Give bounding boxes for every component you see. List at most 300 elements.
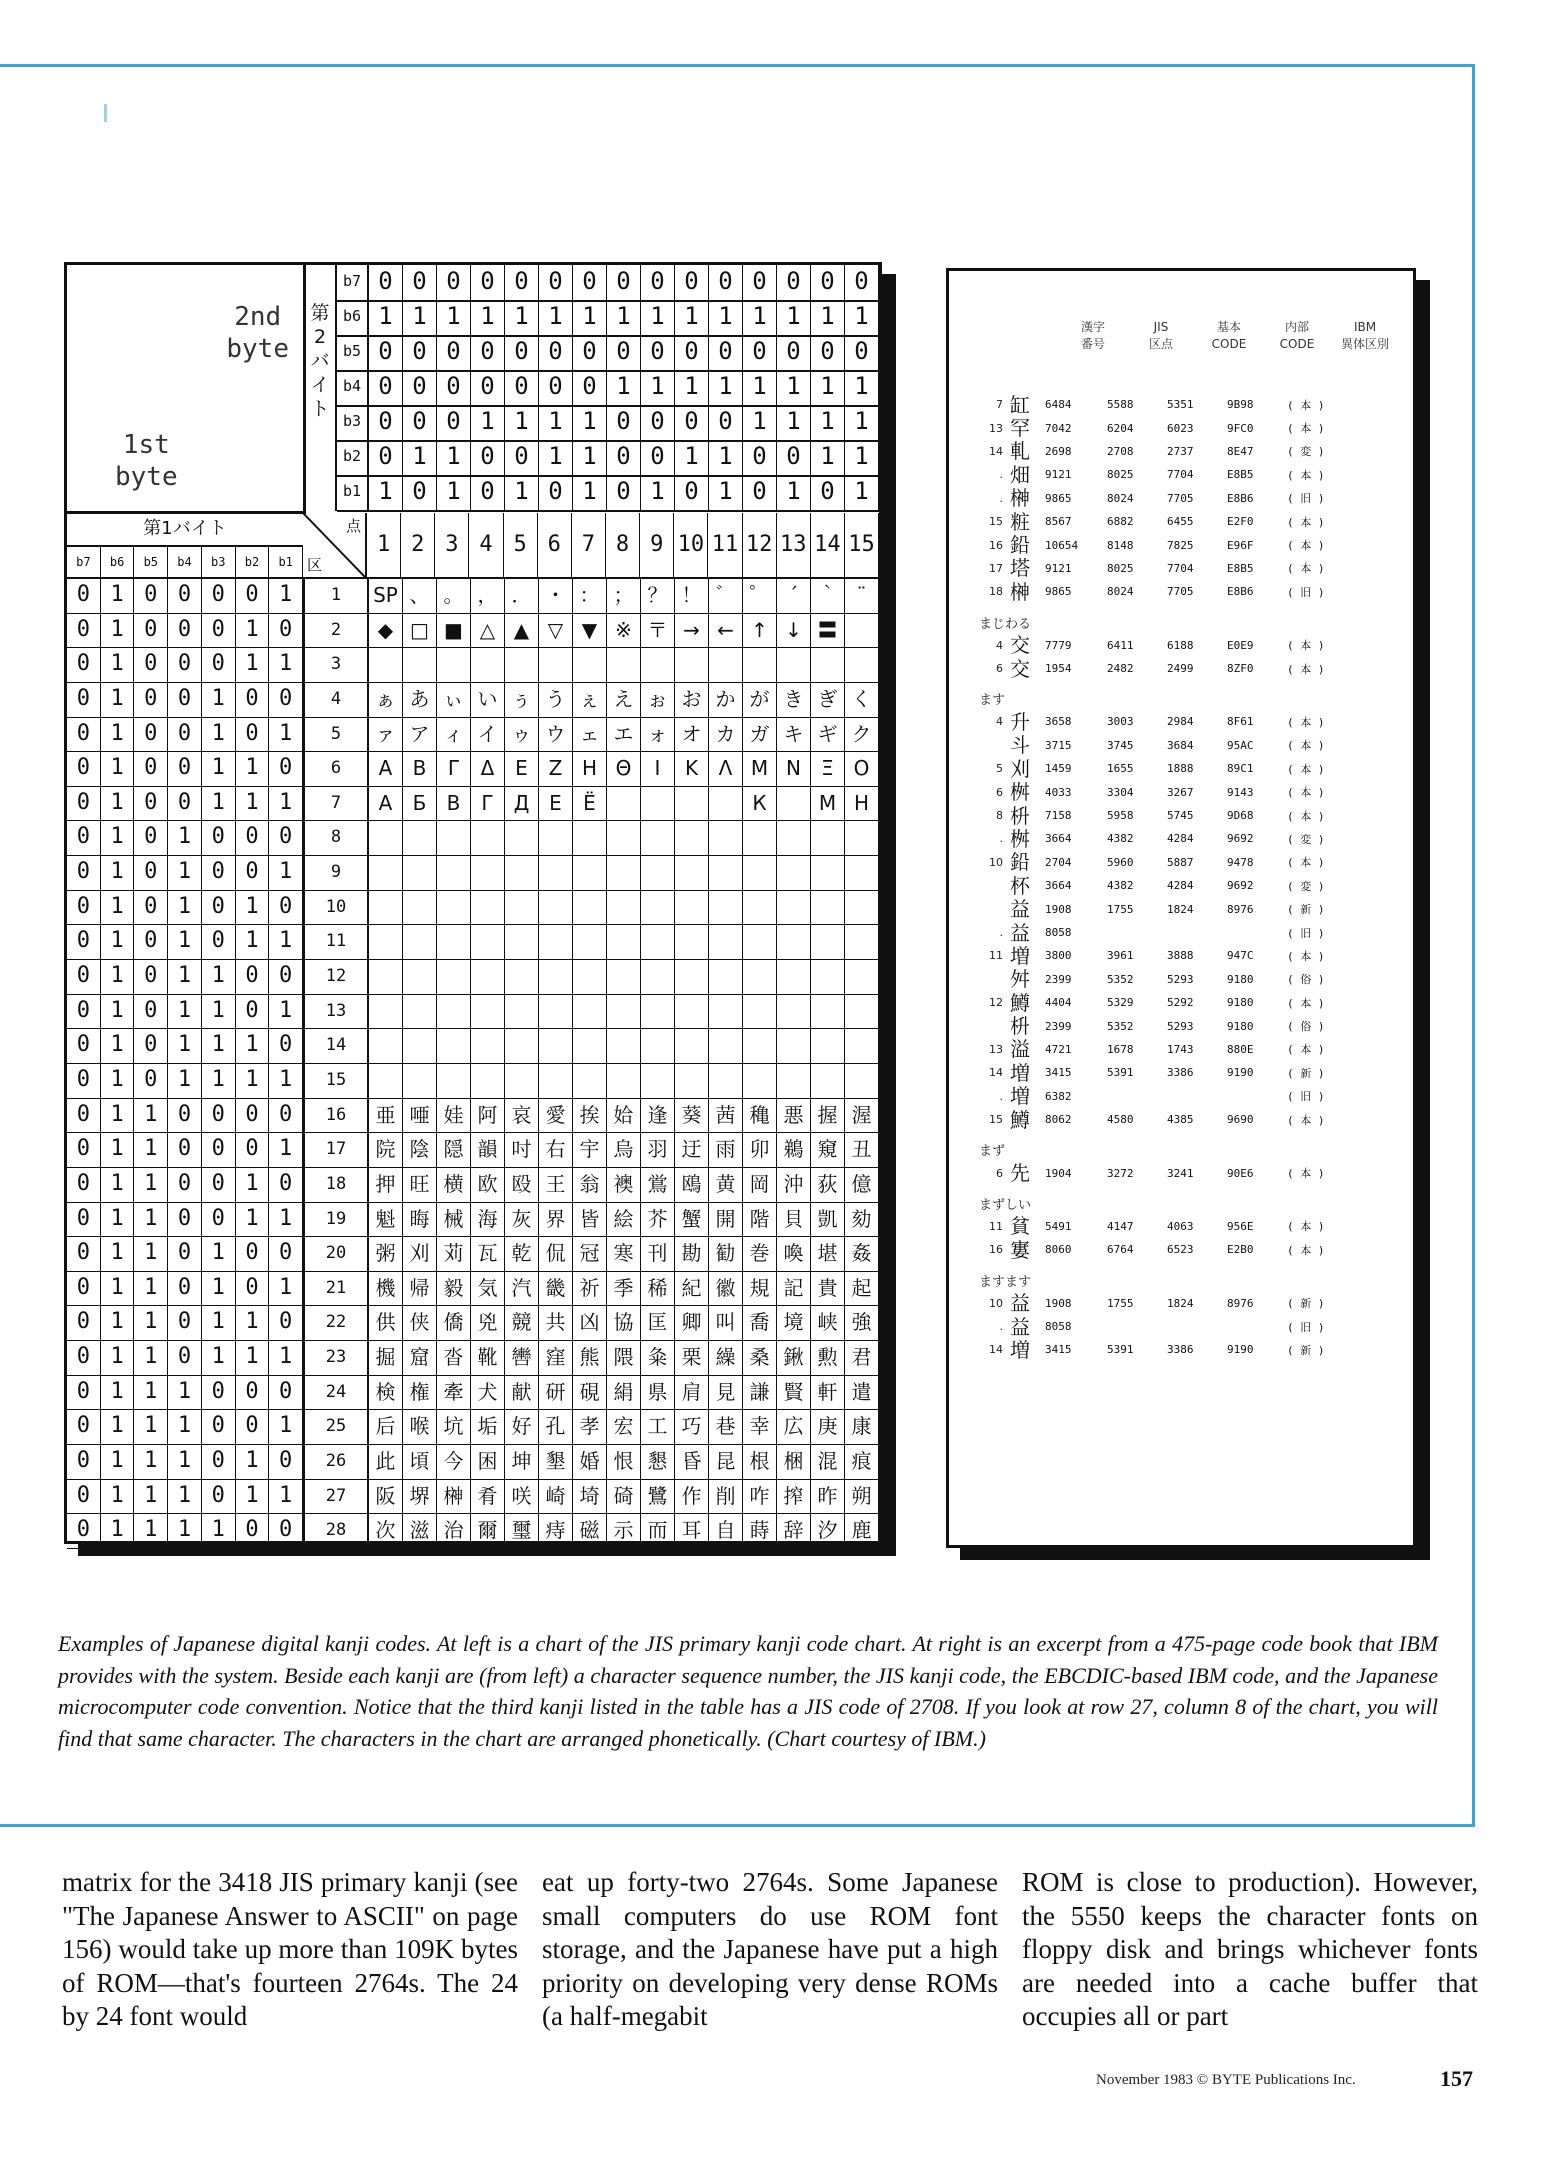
- chart-cell: [675, 821, 709, 855]
- chart-cell: [573, 1064, 607, 1098]
- bit-value: 0: [573, 265, 607, 300]
- row-bits: [67, 614, 305, 648]
- kanji: 交: [1010, 633, 1030, 658]
- bit-value: 0: [269, 683, 303, 717]
- column-number: 15: [845, 513, 879, 577]
- bit-value: 0: [811, 335, 845, 370]
- bit-value: 0: [236, 821, 270, 855]
- bit-label: b5: [134, 547, 168, 577]
- chart-cell: ぃ: [437, 683, 471, 717]
- second-byte-vertical-label: [305, 265, 337, 511]
- chart-cell: 鹿: [845, 1514, 879, 1548]
- stroke-count: 6: [996, 785, 1003, 799]
- figure-caption: Examples of Japanese digital kanji codes. At left is a chart of the JIS primary kanji code chart. At right is an excerpt from a 475-page code book that IBM provides with the system. Beside each kanji are (from left) a character sequence number, the JIS kanji code, the EBCDIC-based IBM code, and the Japanese microcomputer code convention. Notice that the third kanji listed in the table has a JIS code of 2708. If you look at row 27, column 8 of the chart, you will find that same character. The characters in the chart are arranged phonetically. (Chart courtesy of IBM.): [58, 1631, 1438, 1751]
- chart-cell: キ: [777, 718, 811, 752]
- bit-value: 1: [168, 1514, 202, 1548]
- chart-cell: 轡: [505, 1341, 539, 1375]
- chart-cell: ア: [403, 718, 437, 752]
- chart-cell: 季: [607, 1272, 641, 1306]
- column-number: 5: [504, 513, 538, 577]
- bit-value: 0: [403, 370, 437, 405]
- chart-cell: 隈: [607, 1341, 641, 1375]
- row-bits: [67, 995, 305, 1029]
- ku-number: 2: [305, 614, 369, 648]
- bit-value: 1: [471, 300, 505, 335]
- bit-value: 0: [709, 265, 743, 300]
- ibm-code: 7704: [1167, 468, 1194, 482]
- bit-value: 0: [134, 579, 168, 613]
- group-reading: ます: [979, 693, 1006, 709]
- bit-value: 0: [67, 1203, 101, 1237]
- stroke-count: 18: [989, 585, 1003, 599]
- chart-cell: 刊: [641, 1237, 675, 1271]
- bit-value: 0: [134, 1029, 168, 1063]
- variant-note: ( 本 ): [1287, 1243, 1325, 1257]
- sequence-number: 9121: [1045, 468, 1072, 482]
- chart-cell: [777, 856, 811, 890]
- ku-number: 15: [305, 1064, 369, 1098]
- ibm-code: 7704: [1167, 561, 1194, 575]
- chart-cell: 咲: [505, 1480, 539, 1514]
- column-number-header: [367, 513, 879, 579]
- bit-value: 0: [67, 1480, 101, 1514]
- bit-value: 1: [236, 925, 270, 959]
- group-reading: まじわる: [979, 616, 1032, 632]
- bit-value: 0: [269, 1514, 303, 1548]
- variant-note: ( 本 ): [1287, 786, 1325, 800]
- stroke-count: 8: [996, 809, 1003, 823]
- bit-value: 1: [675, 300, 709, 335]
- chart-cell: 窟: [403, 1341, 437, 1375]
- variant-note: ( 本 ): [1287, 996, 1325, 1010]
- chart-cell: 鵜: [777, 1133, 811, 1167]
- code-book-entry: [973, 580, 1403, 603]
- margin-mark: [104, 104, 107, 122]
- bit-value: 1: [101, 1133, 135, 1167]
- second-byte-bit-row: [337, 405, 879, 442]
- ibm-code: 4284: [1167, 832, 1194, 846]
- bit-value: 1: [236, 752, 270, 786]
- ku-ten-diagonal-header: [303, 513, 367, 579]
- code-book-body: [973, 393, 1403, 1374]
- code-book-column-header: 基本 CODE: [1211, 320, 1247, 351]
- bit-value: 0: [641, 405, 675, 440]
- bit-value: 0: [134, 1064, 168, 1098]
- bit-value: 1: [202, 683, 236, 717]
- code-book-entry: [973, 1061, 1403, 1084]
- code-book-group: [973, 1143, 1403, 1184]
- bit-value: 0: [202, 1445, 236, 1479]
- ibm-code: 3386: [1167, 1066, 1194, 1080]
- bit-value: 1: [134, 1514, 168, 1548]
- bit-value: 0: [134, 683, 168, 717]
- bit-value: 0: [67, 1064, 101, 1098]
- bit-value: 1: [777, 300, 811, 335]
- code-book-entry: [973, 1292, 1403, 1315]
- chart-cell: [539, 891, 573, 925]
- row-cells: [369, 1099, 879, 1133]
- bit-value: 1: [709, 370, 743, 405]
- ku-number: 14: [305, 1029, 369, 1063]
- chart-cell: ▲: [505, 614, 539, 648]
- chart-cell: [607, 995, 641, 1029]
- code-book-entry: [973, 1215, 1403, 1238]
- chart-cell: 、: [403, 579, 437, 613]
- bit-value: 0: [168, 683, 202, 717]
- chart-row: [67, 1514, 879, 1549]
- row-cells: [369, 1376, 879, 1410]
- bit-value: 0: [202, 1133, 236, 1167]
- chart-cell: 研: [539, 1376, 573, 1410]
- bit-value: 1: [675, 440, 709, 475]
- chart-cell: 唖: [403, 1099, 437, 1133]
- chart-cell: [471, 995, 505, 1029]
- bit-value: 0: [505, 265, 539, 300]
- chart-cell: [777, 925, 811, 959]
- chart-cell: [505, 1064, 539, 1098]
- bit-value: 1: [202, 1514, 236, 1548]
- bit-value: 0: [269, 960, 303, 994]
- chart-cell: 巻: [743, 1237, 777, 1271]
- bit-value: 0: [641, 265, 675, 300]
- bit-value: 1: [168, 1029, 202, 1063]
- bit-value: 1: [845, 405, 879, 440]
- bit-value: 0: [168, 1133, 202, 1167]
- row-bits: [67, 752, 305, 786]
- row-bits: [67, 960, 305, 994]
- chart-cell: [471, 821, 505, 855]
- bit-value: 0: [743, 440, 777, 475]
- sequence-number: 1954: [1045, 662, 1072, 676]
- micro-code: 9180: [1227, 1019, 1254, 1033]
- variant-note: ( 旧 ): [1287, 585, 1325, 599]
- stroke-count: 6: [996, 662, 1003, 676]
- chart-cell: [471, 1029, 505, 1063]
- bit-value: 0: [269, 1237, 303, 1271]
- chart-cell: [675, 960, 709, 994]
- jis-code: 4382: [1107, 832, 1134, 846]
- chart-rows: [67, 579, 879, 1549]
- kanji: 益: [1010, 920, 1030, 945]
- bit-value: 1: [101, 1203, 135, 1237]
- variant-note: ( 本 ): [1287, 809, 1325, 823]
- row-cells: [369, 1341, 879, 1375]
- sequence-number: 1459: [1045, 762, 1072, 776]
- chart-cell: 峡: [811, 1306, 845, 1340]
- sequence-number: 1904: [1045, 1166, 1072, 1180]
- chart-cell: 次: [369, 1514, 403, 1548]
- micro-code: 9190: [1227, 1066, 1254, 1080]
- column-number: 10: [674, 513, 708, 577]
- chart-cell: 頃: [403, 1445, 437, 1479]
- chart-row: [67, 1410, 879, 1445]
- bit-value: 0: [437, 370, 471, 405]
- chart-cell: [369, 1064, 403, 1098]
- chart-cell: ．: [505, 579, 539, 613]
- chart-cell: 灰: [505, 1203, 539, 1237]
- variant-note: ( 本 ): [1287, 715, 1325, 729]
- chart-cell: [709, 1029, 743, 1063]
- micro-code: 9692: [1227, 879, 1254, 893]
- bit-value: 0: [202, 1376, 236, 1410]
- bit-value: 0: [168, 752, 202, 786]
- micro-code: 8E47: [1227, 444, 1254, 458]
- chart-cell: [743, 648, 777, 682]
- chart-row: [67, 1480, 879, 1515]
- variant-note: ( 本 ): [1287, 398, 1325, 412]
- bit-value: 0: [539, 265, 573, 300]
- chart-cell: 韻: [471, 1133, 505, 1167]
- chart-cell: 王: [539, 1168, 573, 1202]
- sequence-number: 5491: [1045, 1219, 1072, 1233]
- row-bits: [67, 1099, 305, 1133]
- chart-row: [67, 1099, 879, 1134]
- bit-value: 0: [67, 1306, 101, 1340]
- chart-cell: 匡: [641, 1306, 675, 1340]
- chart-cell: 羽: [641, 1133, 675, 1167]
- bit-value: 0: [236, 579, 270, 613]
- chart-cell: [369, 1029, 403, 1063]
- micro-code: E96F: [1227, 538, 1254, 552]
- bit-value: 0: [67, 1376, 101, 1410]
- row-bits: [67, 1272, 305, 1306]
- jis-code: 5352: [1107, 972, 1134, 986]
- chart-cell: あ: [403, 683, 437, 717]
- ibm-code: 6455: [1167, 515, 1194, 529]
- bit-value: 1: [202, 1237, 236, 1271]
- chart-cell: 起: [845, 1272, 879, 1306]
- chart-cell: [369, 821, 403, 855]
- bit-value: 1: [269, 579, 303, 613]
- bit-value: 0: [675, 335, 709, 370]
- bit-value: 0: [505, 440, 539, 475]
- chart-cell: 阿: [471, 1099, 505, 1133]
- jis-code: 6204: [1107, 421, 1134, 435]
- variant-note: ( 変 ): [1287, 832, 1325, 846]
- chart-cell: 陰: [403, 1133, 437, 1167]
- second-byte-bit-row: [337, 335, 879, 372]
- jis-code: 5960: [1107, 855, 1134, 869]
- bit-value: 1: [134, 1272, 168, 1306]
- chart-cell: [777, 1029, 811, 1063]
- bit-value: 1: [202, 995, 236, 1029]
- chart-cell: [709, 821, 743, 855]
- chart-cell: ↓: [777, 614, 811, 648]
- variant-note: ( 本 ): [1287, 739, 1325, 753]
- chart-cell: 滋: [403, 1514, 437, 1548]
- chart-cell: ，: [471, 579, 505, 613]
- bit-value: 0: [236, 960, 270, 994]
- bit-label: b6: [101, 547, 135, 577]
- ku-number: 7: [305, 787, 369, 821]
- chart-cell: [709, 995, 743, 1029]
- row-cells: [369, 1064, 879, 1098]
- variant-note: ( 旧 ): [1287, 1090, 1325, 1104]
- row-bits: [67, 718, 305, 752]
- chart-cell: [607, 960, 641, 994]
- jis-code: 1678: [1107, 1042, 1134, 1056]
- chart-cell: 襖: [607, 1168, 641, 1202]
- chart-cell: 見: [709, 1376, 743, 1410]
- chart-cell: 宏: [607, 1410, 641, 1444]
- chart-cell: [811, 925, 845, 959]
- chart-cell: 朔: [845, 1480, 879, 1514]
- chart-cell: [743, 891, 777, 925]
- chart-cell: 犬: [471, 1376, 505, 1410]
- ibm-code: 3241: [1167, 1166, 1194, 1180]
- chart-cell: [437, 995, 471, 1029]
- jis-code: 1655: [1107, 762, 1134, 776]
- chart-cell: [811, 1029, 845, 1063]
- ku-number: 20: [305, 1237, 369, 1271]
- bit-label: b3: [202, 547, 236, 577]
- bit-value: 0: [67, 1445, 101, 1479]
- chart-cell: 瓦: [471, 1237, 505, 1271]
- micro-code: 8976: [1227, 1296, 1254, 1310]
- ku-number: 10: [305, 891, 369, 925]
- chart-row: [67, 1237, 879, 1272]
- chart-cell: [845, 960, 879, 994]
- jis-code: 8024: [1107, 585, 1134, 599]
- bit-value: 0: [202, 821, 236, 855]
- sequence-number: 7158: [1045, 809, 1072, 823]
- bit-value: 0: [236, 683, 270, 717]
- chart-cell: 勘: [675, 1237, 709, 1271]
- chart-cell: 岡: [743, 1168, 777, 1202]
- bit-value: 1: [101, 1064, 135, 1098]
- bit-value: 0: [202, 1410, 236, 1444]
- chart-cell: [573, 891, 607, 925]
- bit-value: 0: [811, 475, 845, 510]
- bit-value: 0: [134, 856, 168, 890]
- chart-cell: Г: [471, 787, 505, 821]
- row-cells: [369, 1445, 879, 1479]
- ibm-code: 3888: [1167, 949, 1194, 963]
- row-cells: [369, 648, 879, 682]
- bit-value: 0: [168, 1341, 202, 1375]
- first-byte-bit-labels: [67, 547, 303, 579]
- bit-value: 0: [505, 370, 539, 405]
- bit-value: 0: [168, 1306, 202, 1340]
- chart-cell: ｀: [811, 579, 845, 613]
- chart-cell: 旺: [403, 1168, 437, 1202]
- chart-row: [67, 787, 879, 822]
- chart-cell: [403, 925, 437, 959]
- bit-value: 1: [101, 718, 135, 752]
- bit-value: 0: [269, 752, 303, 786]
- variant-note: ( 新 ): [1287, 1343, 1325, 1357]
- chart-cell: [437, 821, 471, 855]
- bit-value: 1: [202, 718, 236, 752]
- bit-value: 1: [811, 300, 845, 335]
- jis-code: 8025: [1107, 468, 1134, 482]
- ibm-code: 2737: [1167, 444, 1194, 458]
- kanji: 鉛: [1010, 850, 1030, 875]
- chart-cell: Η: [573, 752, 607, 786]
- stroke-count: 11: [989, 1219, 1003, 1233]
- bit-value: 1: [641, 475, 675, 510]
- bit-value: 1: [101, 1029, 135, 1063]
- chart-cell: [539, 648, 573, 682]
- bit-label: b7: [337, 265, 369, 300]
- bit-value: 1: [573, 440, 607, 475]
- stroke-count: 10: [989, 855, 1003, 869]
- chart-cell: 蒔: [743, 1514, 777, 1548]
- chart-cell: [539, 1064, 573, 1098]
- chart-cell: 祈: [573, 1272, 607, 1306]
- chart-cell: [403, 856, 437, 890]
- bit-value: 0: [134, 960, 168, 994]
- ibm-code: 5351: [1167, 398, 1194, 412]
- chart-cell: イ: [471, 718, 505, 752]
- kanji: 升: [1010, 709, 1030, 734]
- row-cells: [369, 579, 879, 613]
- jis-code: 2482: [1107, 662, 1134, 676]
- chart-cell: ゜: [743, 579, 777, 613]
- chart-cell: 競: [505, 1306, 539, 1340]
- chart-cell: ↑: [743, 614, 777, 648]
- bit-value: 1: [743, 370, 777, 405]
- chart-cell: ；: [607, 579, 641, 613]
- bit-value: 0: [168, 1203, 202, 1237]
- column-number: 11: [708, 513, 742, 577]
- chart-cell: オ: [675, 718, 709, 752]
- kanji: 先: [1010, 1161, 1030, 1186]
- sequence-number: 8060: [1045, 1243, 1072, 1257]
- chart-cell: 堪: [811, 1237, 845, 1271]
- ibm-code: 5745: [1167, 809, 1194, 823]
- bit-value: 1: [471, 405, 505, 440]
- stroke-count: 15: [989, 1113, 1003, 1127]
- bit-value: 0: [67, 718, 101, 752]
- code-book-entry: [973, 851, 1403, 874]
- code-book-entry: [973, 1014, 1403, 1037]
- kanji: 益: [1010, 1314, 1030, 1339]
- chart-cell: [607, 787, 641, 821]
- chart-cell: [403, 1029, 437, 1063]
- chart-cell: 紀: [675, 1272, 709, 1306]
- bit-value: 1: [101, 648, 135, 682]
- ku-number: 3: [305, 648, 369, 682]
- ibm-code: 1743: [1167, 1042, 1194, 1056]
- chart-cell: [607, 648, 641, 682]
- code-book-entry: [973, 710, 1403, 733]
- bit-value: 0: [67, 1272, 101, 1306]
- code-book-entry: [973, 1038, 1403, 1061]
- second-byte-bit-row: [337, 475, 879, 512]
- bit-value: 1: [641, 370, 675, 405]
- bit-value: 0: [202, 891, 236, 925]
- bit-value: 1: [675, 370, 709, 405]
- bit-value: 0: [607, 475, 641, 510]
- chart-cell: え: [607, 683, 641, 717]
- chart-cell: 哀: [505, 1099, 539, 1133]
- chart-cell: 苅: [437, 1237, 471, 1271]
- chart-cell: 億: [845, 1168, 879, 1202]
- chart-cell: 茜: [709, 1099, 743, 1133]
- variant-note: ( 本 ): [1287, 468, 1325, 482]
- column-number: 4: [469, 513, 503, 577]
- stroke-count: 11: [989, 949, 1003, 963]
- bit-value: 1: [269, 1133, 303, 1167]
- chart-cell: [811, 891, 845, 925]
- chart-row: [67, 1306, 879, 1341]
- ibm-code: 2499: [1167, 662, 1194, 676]
- chart-cell: △: [471, 614, 505, 648]
- micro-code: E8B5: [1227, 468, 1254, 482]
- column-number: 1: [367, 513, 401, 577]
- chart-cell: Λ: [709, 752, 743, 786]
